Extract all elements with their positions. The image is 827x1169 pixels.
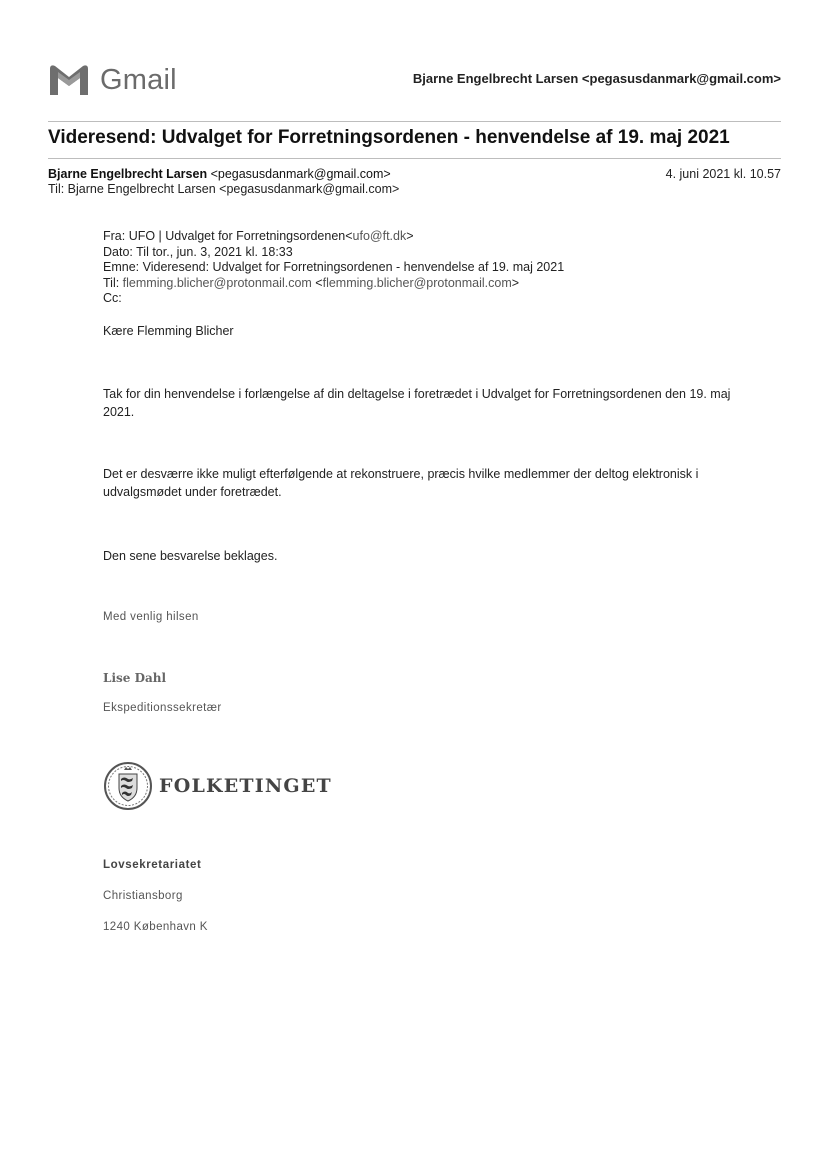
greeting: Kære Flemming Blicher [103, 324, 234, 338]
paragraph-1: Tak for din henvendelse i forlængelse af din deltagelse i foretrædet i Udvalget for Forretningsordenen den 19. maj 2021. [103, 387, 731, 419]
sender-name: Bjarne Engelbrecht Larsen [48, 167, 208, 181]
email-subject: Videresend: Udvalget for Forretningsordenen - henvendelse af 19. maj 2021 [48, 127, 730, 148]
account-label: Bjarne Engelbrecht Larsen <pegasusdanmark@gmail.com> [412, 71, 781, 86]
fwd-date: Dato: Til tor., jun. 3, 2021 kl. 18:33 [103, 244, 293, 259]
closing: Med venlig hilsen [103, 611, 199, 623]
coat-of-arms-icon [103, 761, 153, 811]
fwd-from-email[interactable]: ufo@ft.dk [352, 229, 407, 243]
email-date: 4. juni 2021 kl. 10.57 [665, 167, 781, 181]
paragraph-3: Den sene besvarelse beklages. [103, 549, 278, 563]
fwd-to: Til: flemming.blicher@protonmail.com <flemming.blicher@protonmail.com> [103, 275, 520, 290]
header-divider [48, 121, 781, 122]
subject-divider [48, 158, 781, 159]
fwd-to-email[interactable]: flemming.blicher@protonmail.com [122, 275, 312, 290]
sender-email: <pegasusdanmark@gmail.com> [210, 167, 391, 181]
fwd-cc: Cc: [103, 291, 122, 305]
department: Lovsekretariatet [103, 859, 202, 871]
signature-name: Lise Dahl [103, 671, 167, 685]
paragraph-2: Det er desværre ikke muligt efterfølgende at rekonstruere, præcis hvilke medlemmer der deltog elektronisk i udvalgsmødet under foretrædet. [103, 467, 699, 499]
folketinget-wordmark: FOLKETINGET [159, 775, 332, 797]
forwarded-header [103, 229, 564, 307]
address-line-2: 1240 København K [103, 921, 208, 933]
gmail-logo [48, 62, 177, 98]
gmail-m-icon [48, 63, 90, 97]
fwd-subject: Emne: Videresend: Udvalget for Forretningsordenen - henvendelse af 19. maj 2021 [103, 260, 565, 274]
fwd-to-email-2[interactable]: flemming.blicher@protonmail.com [322, 275, 512, 290]
address-line-1: Christiansborg [103, 890, 183, 902]
fwd-from: Fra: UFO | Udvalget for Forretningsordenen<ufo@ft.dk> [103, 229, 414, 243]
sender-line [48, 167, 391, 181]
signature-title: Ekspeditionssekretær [103, 702, 222, 714]
recipient-line: Til: Bjarne Engelbrecht Larsen <pegasusdanmark@gmail.com> [48, 182, 400, 196]
gmail-wordmark: Gmail [100, 64, 177, 96]
folketinget-logo [103, 761, 332, 811]
